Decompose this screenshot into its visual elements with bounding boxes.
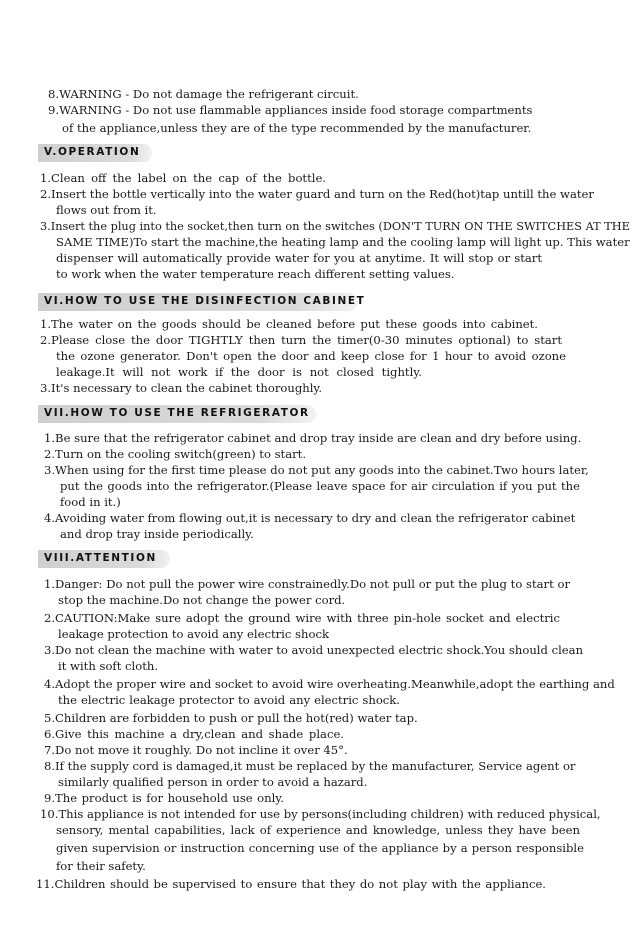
text-line: 3.When using for the first time please do not put any goods into the cabinet.Two hours later, (44, 463, 589, 477)
text-line: for their safety. (56, 859, 146, 873)
text-line: 3.Insert the plug into the socket,then turn on the switches (DON'T TURN ON THE SWITCHES AT THE (40, 219, 630, 233)
text-line: 5.Children are forbidden to push or pull the hot(red) water tap. (44, 711, 418, 725)
text-line: 3.Do not clean the machine with water to avoid unexpected electric shock.You should clean (44, 643, 584, 657)
warning-9 (48, 102, 533, 118)
text-line: leakage.It will not work if the door is not closed tightly. (56, 365, 422, 379)
text-line: 4.Avoiding water from flowing out,it is necessary to dry and clean the refrigerator cabinet (44, 511, 576, 525)
text-line: 4.Adopt the proper wire and socket to avoid wire overheating.Meanwhile,adopt the earthing and (44, 677, 615, 691)
text-line: 11.Children should be supervised to ensure that they do not play with the appliance. (36, 877, 546, 891)
text-line: dispenser will automatically provide water for you at anytime. It will stop or start (56, 251, 542, 265)
text-line: 9.The product is for household use only. (44, 791, 284, 805)
text-line: SAME TIME)To start the machine,the heating lamp and the cooling lamp will light up. This water (56, 235, 630, 249)
text-line: stop the machine.Do not change the power cord. (58, 593, 346, 607)
section-heading-disinfection (38, 293, 366, 311)
section-title: VII.HOW TO USE THE REFRIGERATOR (44, 407, 310, 419)
warning-9-cont: of the appliance,unless they are of the type recommended by the manufacturer. (62, 121, 532, 135)
text-line: 2.CAUTION:Make sure adopt the ground wire with three pin-hole socket and electric (44, 611, 560, 625)
warning-8 (48, 86, 359, 102)
text-line: 2.Please close the door TIGHTLY then turn the timer(0-30 minutes optional) to start (40, 333, 562, 347)
warning-8-text: WARNING - Do not damage the refrigerant circuit. (59, 87, 359, 101)
text-line: 1.Danger: Do not pull the power wire constrainedly.Do not pull or put the plug to start or (44, 577, 570, 591)
text-line: 10.This appliance is not intended for use by persons(including children) with reduced physical, (40, 807, 601, 821)
text-line: 2.Insert the bottle vertically into the water guard and turn on the Red(hot)tap untill the water (40, 187, 594, 201)
warning-9-text: WARNING - Do not use flammable appliances inside food storage compartments (59, 103, 533, 117)
text-line: put the goods into the refrigerator.(Please leave space for air circulation if you put the (60, 479, 580, 493)
text-line: and drop tray inside periodically. (60, 527, 254, 541)
text-line: leakage protection to avoid any electric shock (58, 627, 329, 641)
section-heading-refrigerator (38, 405, 316, 423)
section-title: VIII.ATTENTION (44, 552, 157, 564)
text-line: similarly qualified person in order to avoid a hazard. (58, 775, 368, 789)
section-heading-attention (38, 550, 170, 568)
warning-8-num: 8. (48, 87, 60, 101)
text-line: 7.Do not move it roughly. Do not incline it over 45°. (44, 743, 348, 757)
text-line: food in it.) (60, 495, 121, 509)
text-line: to work when the water temperature reach different setting values. (56, 267, 455, 281)
text-line: the ozone generator. Don't open the door and keep close for 1 hour to avoid ozone (56, 349, 566, 363)
text-line: 1.The water on the goods should be cleaned before put these goods into cabinet. (40, 317, 538, 331)
text-line: given supervision or instruction concerning use of the appliance by a person responsible (56, 841, 584, 855)
text-line: 1.Be sure that the refrigerator cabinet and drop tray inside are clean and dry before using. (44, 431, 582, 445)
section-heading-operation (38, 144, 152, 162)
section-title: V.OPERATION (44, 146, 141, 158)
text-line: flows out from it. (56, 203, 157, 217)
text-line: 8.If the supply cord is damaged,it must be replaced by the manufacturer, Service agent or (44, 759, 576, 773)
text-line: it with soft cloth. (58, 659, 159, 673)
text-line: sensory, mental capabilities, lack of experience and knowledge, unless they have been (56, 823, 580, 837)
warning-9-num: 9. (48, 103, 60, 117)
text-line: 2.Turn on the cooling switch(green) to start. (44, 447, 307, 461)
text-line: 3.It's necessary to clean the cabinet thoroughly. (40, 381, 323, 395)
text-line: 6.Give this machine a dry,clean and shade place. (44, 727, 344, 741)
section-title: VI.HOW TO USE THE DISINFECTION CABINET (44, 295, 366, 307)
text-line: 1.Clean off the label on the cap of the bottle. (40, 171, 326, 185)
text-line: the electric leakage protector to avoid any electric shock. (58, 693, 400, 707)
